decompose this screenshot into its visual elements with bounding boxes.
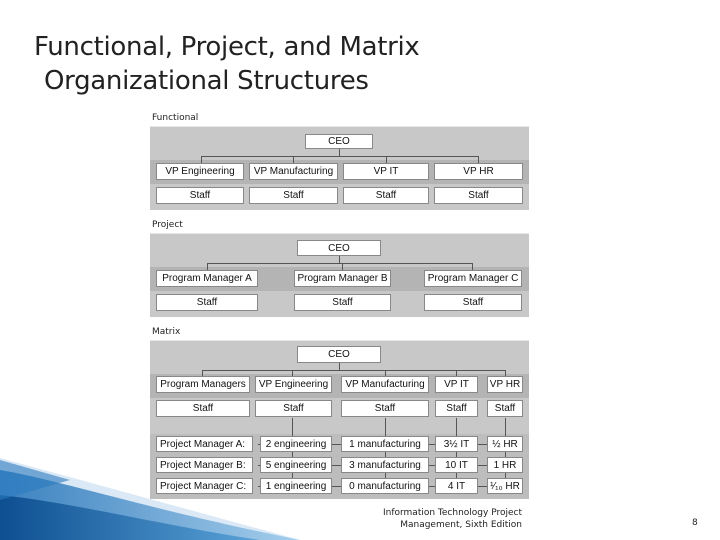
connector: [201, 156, 479, 157]
matrix-allocation-box: 5 engineering: [260, 457, 332, 473]
project-staff-box: Staff: [156, 294, 258, 311]
project-label: Project: [152, 220, 183, 230]
slide-footer: [300, 507, 522, 531]
connector: [339, 149, 340, 156]
matrix-ceo-box: CEO: [297, 346, 381, 363]
matrix-allocation-box: ¹⁄₁₀ HR: [487, 478, 523, 494]
decorative-wave: [0, 440, 300, 540]
matrix-project-manager-box: Project Manager A:: [156, 436, 253, 452]
project-ceo-box: CEO: [297, 240, 381, 256]
matrix-head-box: VP Engineering: [255, 376, 332, 393]
functional-vp-box: VP Manufacturing: [249, 163, 338, 180]
functional-staff-box: Staff: [156, 187, 244, 204]
matrix-staff-box: Staff: [156, 400, 250, 417]
matrix-project-manager-box: Project Manager C:: [156, 478, 253, 494]
project-manager-box: Program Manager A: [156, 270, 258, 287]
connector: [207, 263, 473, 264]
matrix-head-box: VP IT: [435, 376, 478, 393]
functional-vp-box: VP IT: [343, 163, 429, 180]
functional-panel: [150, 126, 529, 210]
functional-staff-box: Staff: [434, 187, 523, 204]
matrix-allocation-box: 1 engineering: [260, 478, 332, 494]
functional-vp-box: VP Engineering: [156, 163, 244, 180]
matrix-staff-box: Staff: [487, 400, 523, 417]
connector: [293, 156, 294, 163]
connector: [201, 156, 202, 163]
slide-title: [34, 30, 420, 98]
matrix-allocation-box: 3½ IT: [435, 436, 478, 452]
matrix-allocation-box: 0 manufacturing: [341, 478, 429, 494]
matrix-head-box: Program Managers: [156, 376, 250, 393]
matrix-label: Matrix: [152, 327, 181, 337]
connector: [342, 263, 343, 270]
matrix-allocation-box: 1 manufacturing: [341, 436, 429, 452]
connector: [472, 263, 473, 270]
page-number: 8: [692, 518, 698, 528]
connector: [386, 156, 387, 163]
functional-ceo-box: CEO: [305, 134, 373, 149]
footer-line-1: Information Technology Project: [382, 508, 522, 518]
connector: [202, 370, 505, 371]
connector: [478, 156, 479, 163]
connector: [339, 363, 340, 370]
connector: [207, 263, 208, 270]
matrix-head-box: VP HR: [487, 376, 523, 393]
project-manager-box: Program Manager C: [424, 270, 522, 287]
matrix-project-manager-box: Project Manager B:: [156, 457, 253, 473]
functional-vp-box: VP HR: [434, 163, 523, 180]
project-staff-box: Staff: [424, 294, 522, 311]
matrix-allocation-box: 4 IT: [435, 478, 478, 494]
matrix-staff-box: Staff: [255, 400, 332, 417]
functional-staff-box: Staff: [249, 187, 338, 204]
project-manager-box: Program Manager B: [294, 270, 391, 287]
matrix-allocation-box: 10 IT: [435, 457, 478, 473]
footer-line-2: Management, Sixth Edition: [400, 520, 522, 530]
matrix-staff-box: Staff: [435, 400, 478, 417]
title-line-1: Functional, Project, and Matrix: [34, 32, 420, 62]
matrix-allocation-box: 3 manufacturing: [341, 457, 429, 473]
matrix-head-box: VP Manufacturing: [341, 376, 429, 393]
connector: [339, 256, 340, 263]
matrix-staff-box: Staff: [341, 400, 429, 417]
matrix-allocation-box: 1 HR: [487, 457, 523, 473]
functional-staff-box: Staff: [343, 187, 429, 204]
title-line-2: Organizational Structures: [44, 66, 369, 96]
project-panel: [150, 233, 529, 317]
functional-label: Functional: [152, 113, 199, 123]
matrix-allocation-box: ½ HR: [487, 436, 523, 452]
matrix-allocation-box: 2 engineering: [260, 436, 332, 452]
project-staff-box: Staff: [294, 294, 391, 311]
